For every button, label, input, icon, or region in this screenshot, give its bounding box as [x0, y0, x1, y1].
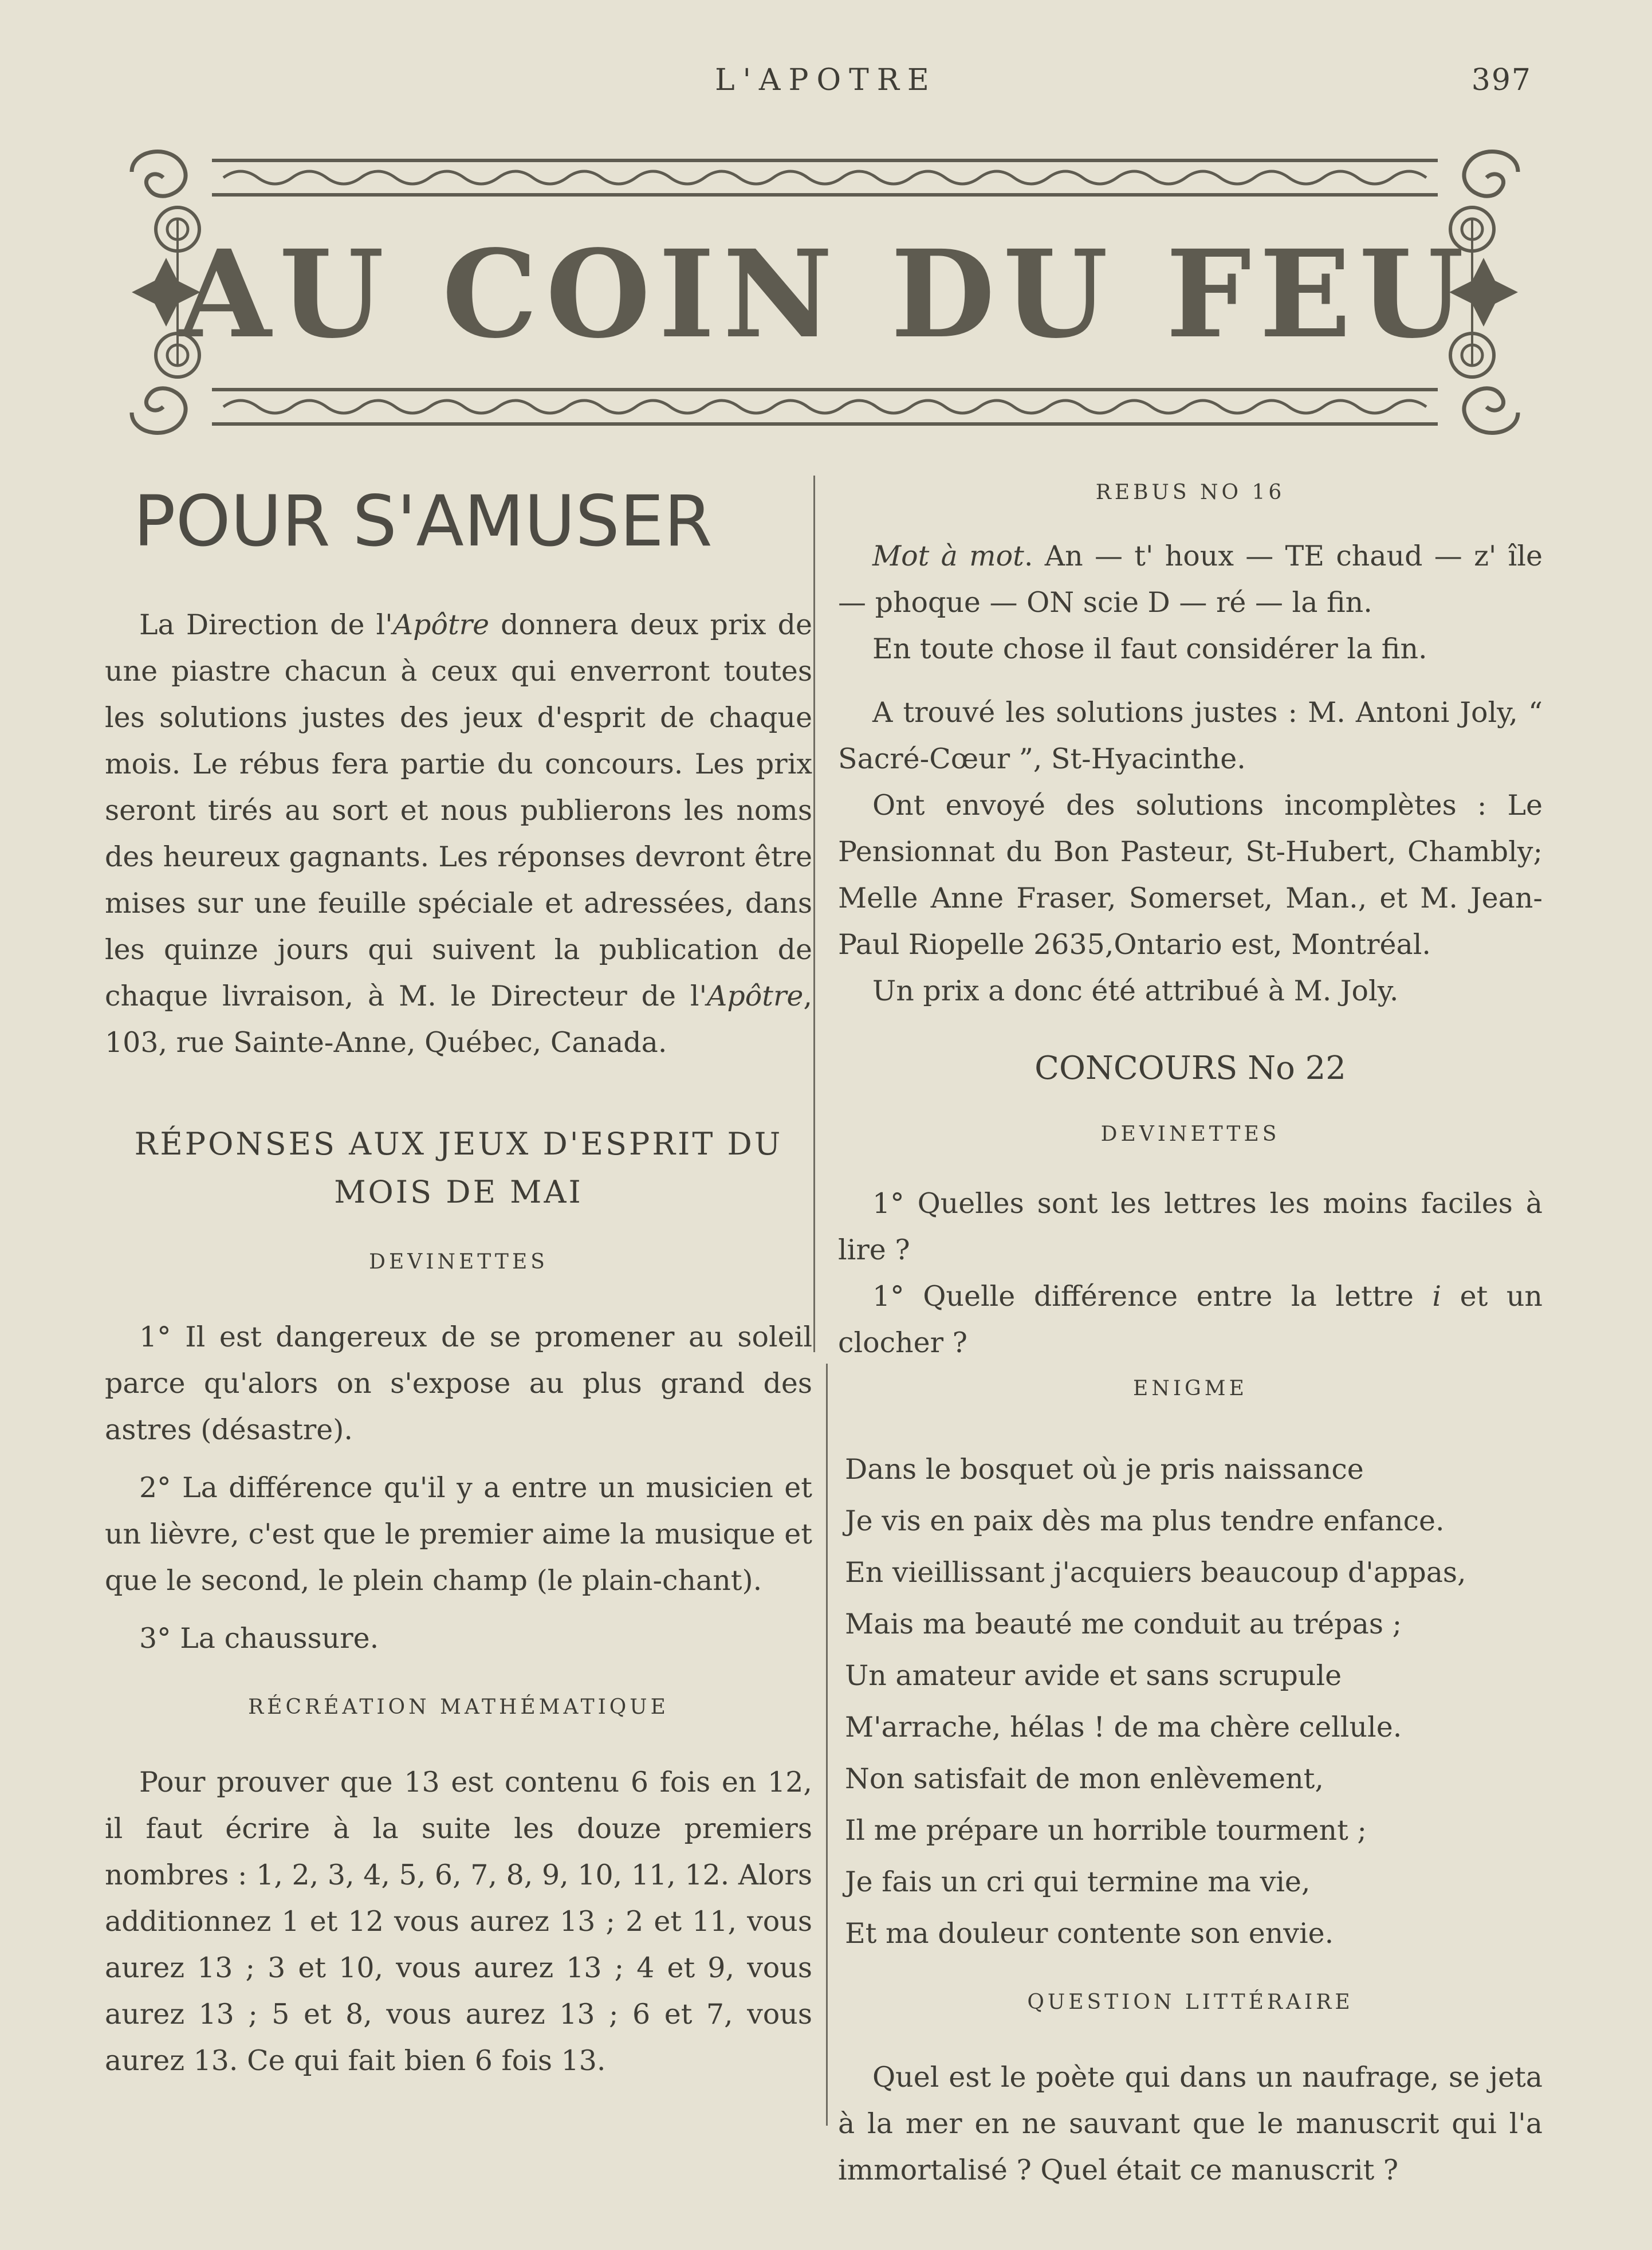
- riddle-2-italic: i: [1432, 1280, 1442, 1313]
- poem-line: Je vis en paix dès ma plus tendre enfance.: [845, 1505, 1445, 1537]
- rebus-subheading: REBUS NO 16: [1095, 481, 1285, 504]
- rebus-text: . An — t' houx — TE chaud — z' île — phoque — ON scie D — ré — la fin.: [838, 540, 1543, 619]
- poem-line: Dans le bosquet où je pris naissance: [845, 1453, 1364, 1486]
- poem-line: Et ma douleur contente son envie.: [845, 1917, 1334, 1950]
- incomplete-paragraph: Ont envoyé des solutions incomplètes : Le Pensionnat du Bon Pasteur, St-Hubert, Chambly; Melle Anne Fraser, Somerset, Man., et M. Jean-Paul Riopelle 2635,Ontario est, Montréal.: [838, 789, 1543, 961]
- riddle-2: [838, 1273, 1543, 1366]
- intro-paragraph: [105, 602, 812, 1066]
- column-rule-lower: [826, 1364, 828, 2126]
- rebus-italic: Mot à mot: [872, 540, 1024, 572]
- riddle-1: 1° Quelles sont les lettres les moins faciles à lire ?: [838, 1187, 1543, 1266]
- poem-line: Non satisfait de mon enlèvement,: [845, 1762, 1324, 1795]
- enigme-subheading: ENIGME: [1133, 1377, 1248, 1400]
- riddle-2-text-2: et un clocher ?: [838, 1280, 1543, 1359]
- right-column: [838, 470, 1543, 2193]
- intro-text-1: La Direction de l': [139, 608, 393, 641]
- poem-line: M'arrache, hélas ! de ma chère cellule.: [845, 1711, 1402, 1744]
- question-paragraph: Quel est le poète qui dans un naufrage, se jeta à la mer en ne sauvant que le manuscrit qui l'a immortalisé ? Quel était ce manuscrit ?: [838, 2061, 1543, 2186]
- poem-line: Mais ma beauté me conduit au trépas ;: [845, 1608, 1402, 1640]
- answers-heading: RÉPONSES AUX JEUX D'ESPRIT DU MOIS DE MAI: [134, 1126, 783, 1210]
- math-paragraph: Pour prouver que 13 est contenu 6 fois en 12, il faut écrire à la suite les douze premiers nombres : 1, 2, 3, 4, 5, 6, 7, 8, 9, 10, 11, 12. Alors additionnez 1 et 12 vous aurez 13 ; 2 et 11, vous aurez 13 ; 3 et 10, vous aurez 13 ; 4 et 9, vous aurez 13 ; 5 et 8, vous aurez 13 ; 6 et 7, vous aurez 13. Ce qui fait bien 6 fois 13.: [105, 1766, 812, 2077]
- answer-2: 2° La différence qu'il y a entre un musicien et un lièvre, c'est que le premier aime la musique et que le second, le plein champ (le plain-chant).: [105, 1471, 812, 1597]
- column-rule-upper: [813, 476, 815, 1352]
- section-title: AU COIN DU FEU: [178, 223, 1472, 365]
- math-subheading: RÉCRÉATION MATHÉMATIQUE: [248, 1695, 669, 1719]
- intro-italic-1: Apôtre: [392, 608, 490, 641]
- riddle-2-text-1: 1° Quelle différence entre la lettre: [872, 1280, 1433, 1313]
- rebus-solution: En toute chose il faut considérer la fin.: [872, 633, 1427, 665]
- left-column: [105, 470, 812, 2084]
- article-heading: POUR S'AMUSER: [133, 481, 713, 562]
- intro-italic-2: Apôtre: [707, 980, 804, 1012]
- poem-line: Un amateur avide et sans scrupule: [845, 1659, 1342, 1692]
- answer-3: 3° La chaussure.: [139, 1622, 379, 1655]
- contest-heading: CONCOURS No 22: [1035, 1050, 1346, 1087]
- running-title: L'APOTRE: [715, 63, 937, 97]
- poem-line: Il me prépare un horrible tourment ;: [845, 1814, 1367, 1847]
- rebus-paragraph: [838, 533, 1543, 626]
- page-number: 397: [1471, 63, 1532, 97]
- devinettes-subheading-right: DEVINETTES: [1100, 1122, 1280, 1146]
- devinettes-subheading: DEVINETTES: [369, 1250, 548, 1274]
- poem: [838, 1446, 1543, 1957]
- winners-paragraph: A trouvé les solutions justes : M. Antoni Joly, “ Sacré-Cœur ”, St-Hyacinthe.: [838, 696, 1543, 775]
- poem-line: Je fais un cri qui termine ma vie,: [845, 1866, 1311, 1898]
- prize-paragraph: Un prix a donc été attribué à M. Joly.: [872, 975, 1399, 1007]
- poem-line: En vieillissant j'acquiers beaucoup d'appas,: [845, 1556, 1466, 1589]
- question-subheading: QUESTION LITTÉRAIRE: [1027, 1990, 1354, 2014]
- answer-1: 1° Il est dangereux de se promener au soleil parce qu'alors on s'expose au plus grand des astres (désastre).: [105, 1321, 812, 1446]
- section-banner: [109, 138, 1541, 447]
- running-head: [0, 63, 1652, 97]
- intro-text-3: , 103, rue Sainte-Anne, Québec, Canada.: [105, 980, 812, 1059]
- intro-text-2: donnera deux prix de une piastre chacun à ceux qui enverront toutes les solutions justes des jeux d'esprit de chaque mois. Le rébus fera partie du concours. Les prix seront tirés au sort et nous publierons les noms des heureux gagnants. Les réponses devront être mises sur une feuille spéciale et adressées, dans les quinze jours qui suivent la publication de chaque livraison, à M. le Directeur de l': [105, 608, 812, 1012]
